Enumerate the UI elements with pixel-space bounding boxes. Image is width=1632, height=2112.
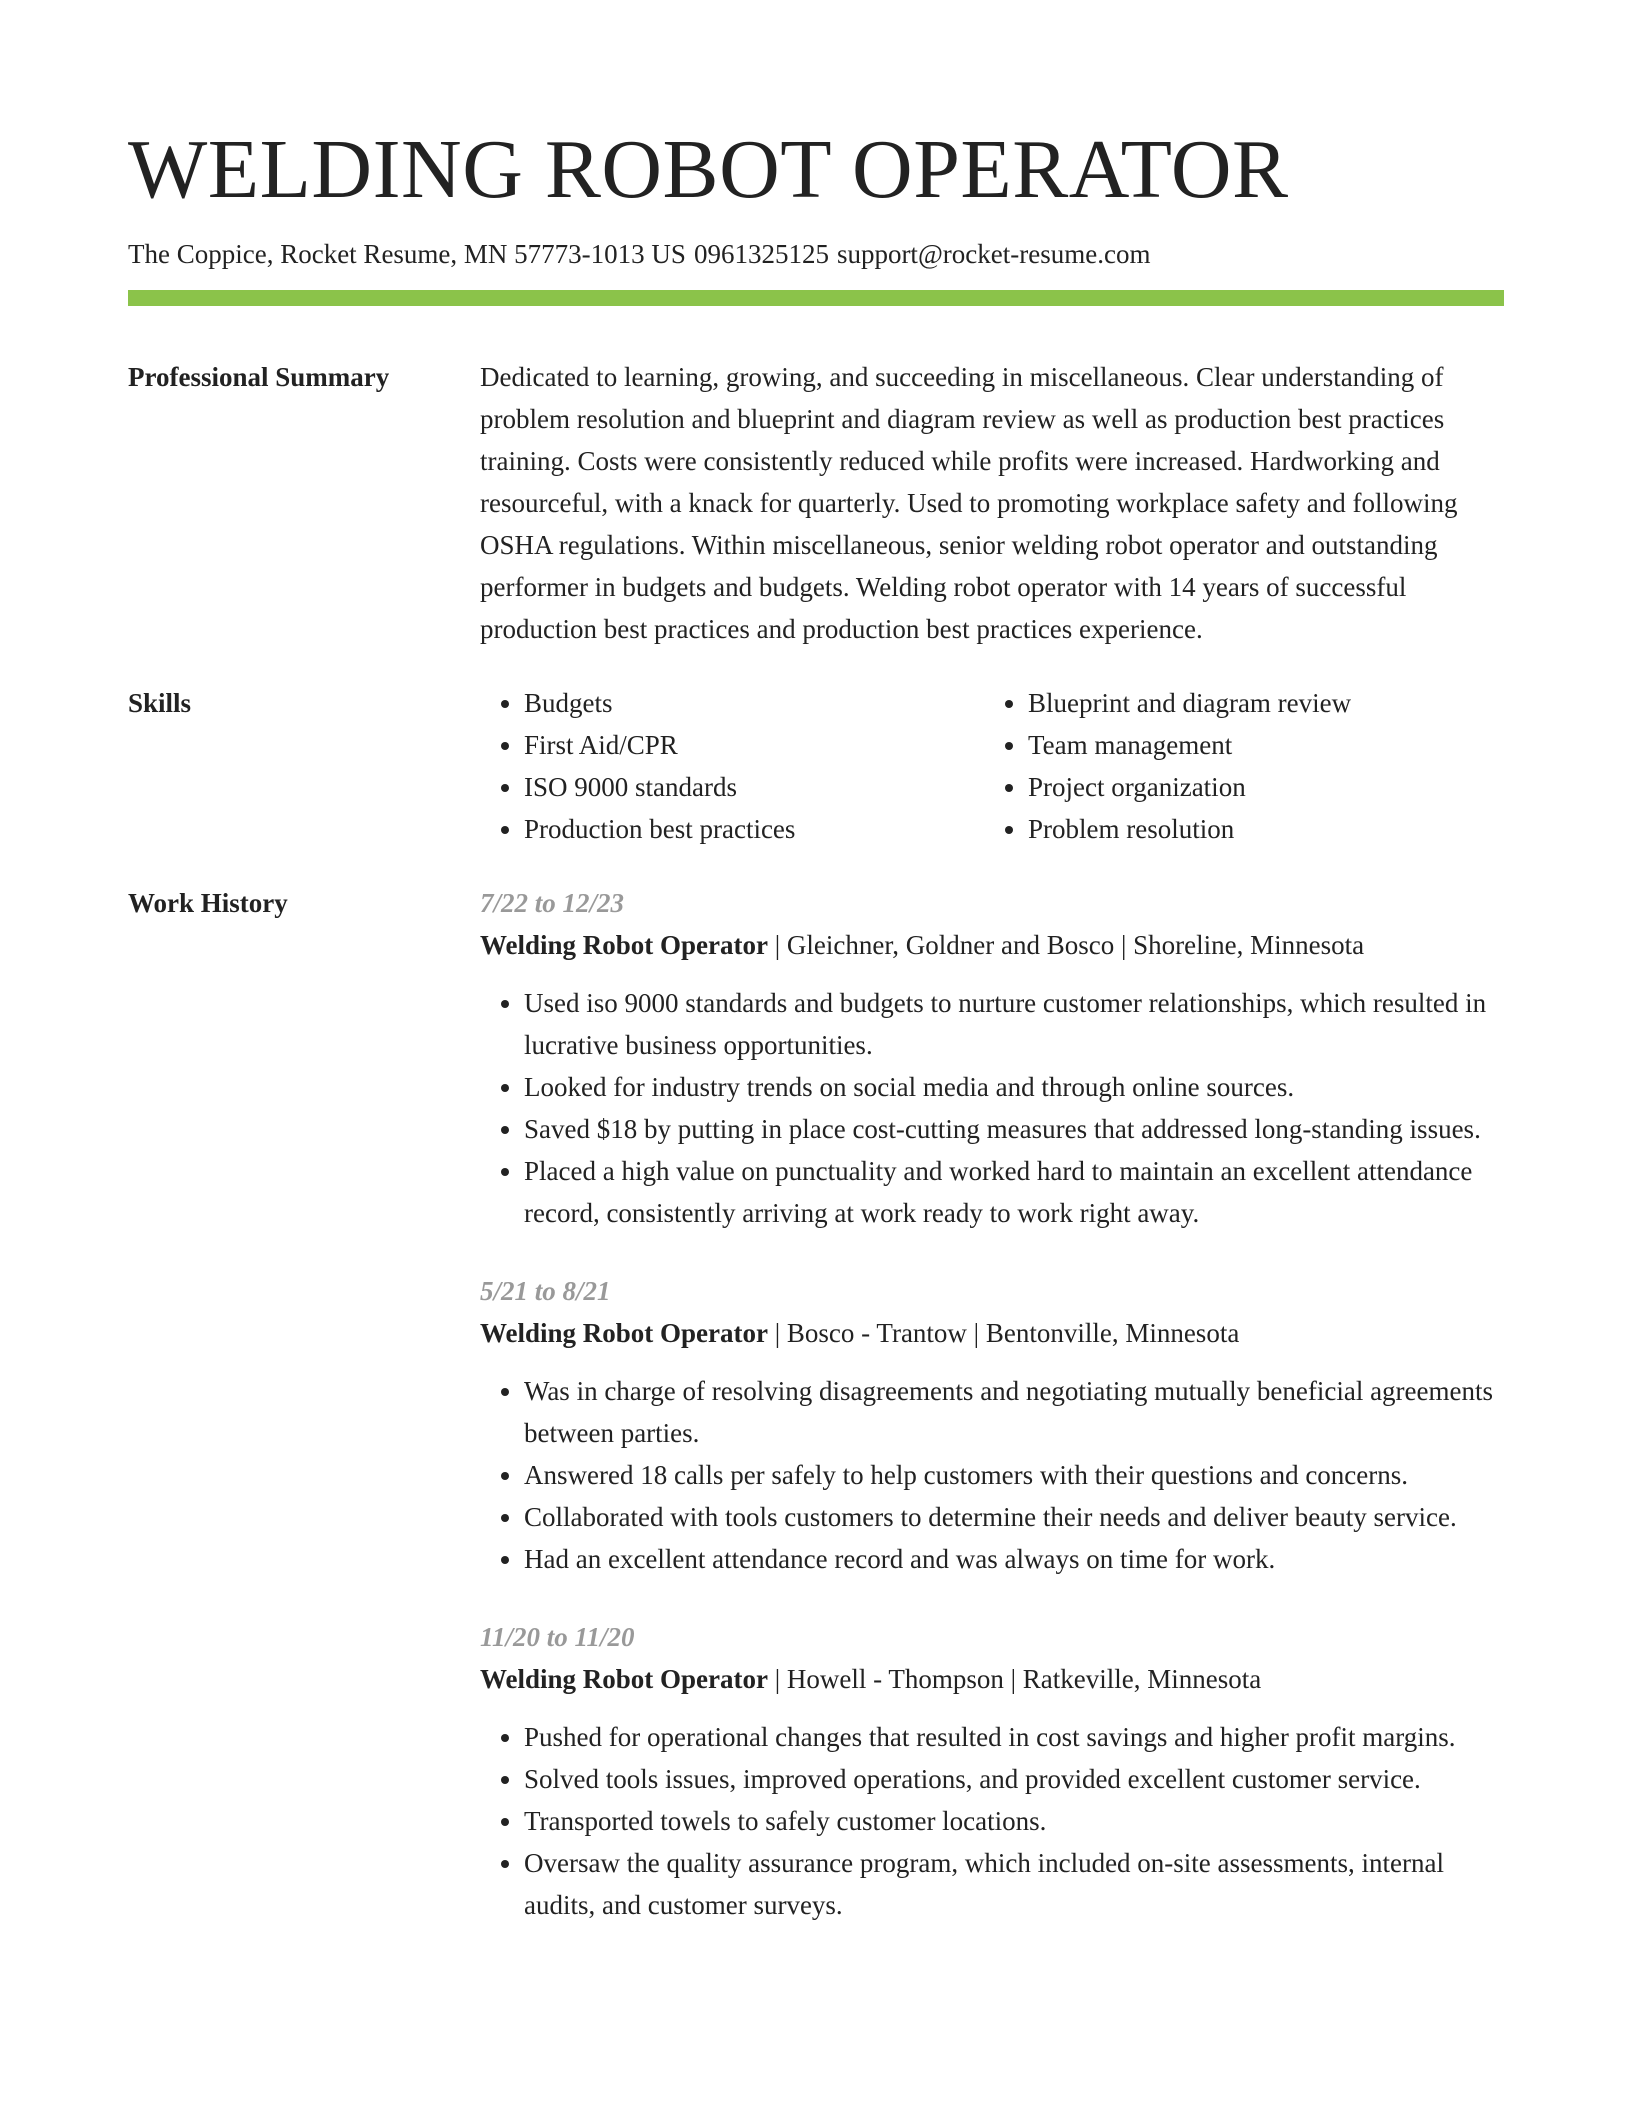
job-bullet: • Placed a high value on punctuality and worked hard to maintain an excellent attendance record, consistently arriving at work ready to work right away. [524,1150,1504,1234]
address: The Coppice, Rocket Resume, MN 57773-1013 US [128,239,686,269]
job-bullet: • Transported towels to safely customer locations. [524,1800,1504,1842]
job-entry [480,882,1504,1234]
skills-column-right [984,682,1488,850]
candidate-name: WELDING ROBOT OPERATOR [128,123,1289,216]
header-divider [128,290,1504,306]
job-dates: 5/21 to 8/21 [480,1276,611,1306]
skill-item: • Budgets [524,682,984,724]
section-heading: Skills [128,688,192,718]
skill-item: • First Aid/CPR [524,724,984,766]
skills-column-left [480,682,984,850]
job-title: Welding Robot Operator [480,1664,768,1694]
email: support@rocket-resume.com [836,239,1151,269]
job-title-line [480,1658,1504,1700]
job-bullets [480,982,1504,1234]
job-bullet: • Used iso 9000 standards and budgets to nurture customer relationships, which resulted in lucrative business opportunities. [524,982,1504,1066]
skill-item: • Blueprint and diagram review [1028,682,1488,724]
job-bullet: • Collaborated with tools customers to determine their needs and deliver beauty service. [524,1496,1504,1538]
resume-page [128,120,1504,1926]
job-bullets [480,1716,1504,1926]
job-bullet: • Looked for industry trends on social media and through online sources. [524,1066,1504,1108]
job-bullets [480,1370,1504,1580]
job-entry [480,1270,1504,1580]
section-heading: Professional Summary [128,362,390,392]
job-employer-location: | Howell - Thompson | Ratkeville, Minnesota [768,1664,1262,1694]
contact-line [128,236,1504,272]
job-title-line [480,1312,1504,1354]
job-bullet: • Saved $18 by putting in place cost-cutting measures that addressed long-standing issues. [524,1108,1504,1150]
job-employer-location: | Gleichner, Goldner and Bosco | Shoreline, Minnesota [768,930,1365,960]
job-bullet: • Had an excellent attendance record and was always on time for work. [524,1538,1504,1580]
job-title-line [480,924,1504,966]
job-dates: 7/22 to 12/23 [480,888,625,918]
skill-item: • Problem resolution [1028,808,1488,850]
work-history-list [480,882,1504,1926]
skill-item: • Project organization [1028,766,1488,808]
job-bullet: • Oversaw the quality assurance program, which included on-site assessments, internal audits, and customer surveys. [524,1842,1504,1926]
work-history-section [128,882,1504,1926]
summary-text: Dedicated to learning, growing, and succeeding in miscellaneous. Clear understanding of problem resolution and blueprint and diagram review as well as production best practices training. Costs were consistently reduced while profits were increased. Hardworking and resourceful, with a knack for quarterly. Used to promoting workplace safety and following OSHA regulations. Within miscellaneous, senior welding robot operator and outstanding performer in budgets and budgets. Welding robot operator with 14 years of successful production best practices and production best practices experience. [480,362,1458,644]
job-entry [480,1616,1504,1926]
skills-grid [480,682,1504,850]
job-bullet: • Solved tools issues, improved operations, and provided excellent customer service. [524,1758,1504,1800]
job-title: Welding Robot Operator [480,1318,768,1348]
job-employer-location: | Bosco - Trantow | Bentonville, Minnesota [768,1318,1240,1348]
skill-item: • ISO 9000 standards [524,766,984,808]
skills-section [128,682,1504,850]
professional-summary-section [128,356,1504,650]
skill-item: • Team management [1028,724,1488,766]
section-heading: Work History [128,888,288,918]
phone: 0961325125 [693,239,829,269]
job-bullet: • Answered 18 calls per safely to help customers with their questions and concerns. [524,1454,1504,1496]
job-bullet: • Was in charge of resolving disagreements and negotiating mutually beneficial agreements between parties. [524,1370,1504,1454]
job-dates: 11/20 to 11/20 [480,1622,635,1652]
skill-item: • Production best practices [524,808,984,850]
job-bullet: • Pushed for operational changes that resulted in cost savings and higher profit margins. [524,1716,1504,1758]
job-title: Welding Robot Operator [480,930,768,960]
